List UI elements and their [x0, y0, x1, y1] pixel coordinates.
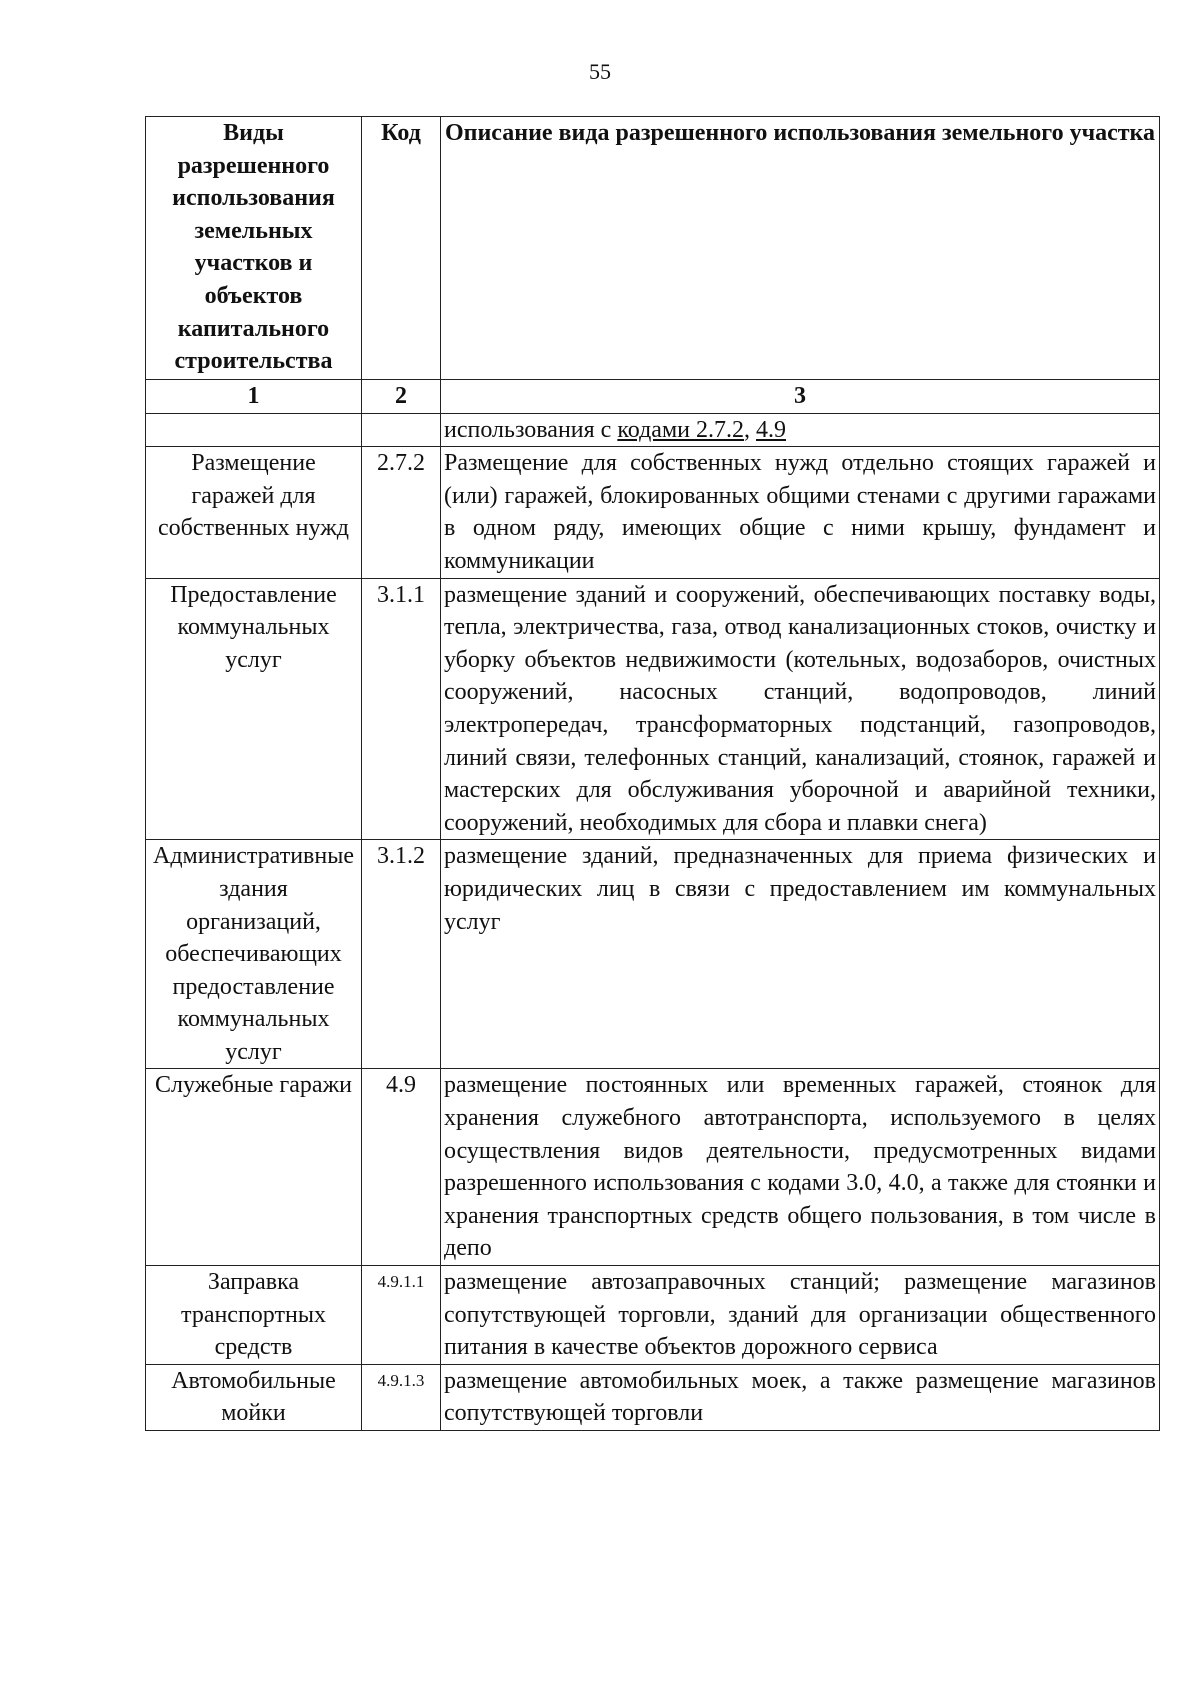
column-number-row [146, 380, 1160, 414]
use-name: Размещение гаражей для собственных нужд [146, 447, 362, 578]
use-name: Заправка транспортных средств [146, 1266, 362, 1365]
use-code: 4.9 [362, 1069, 441, 1266]
use-code: 2.7.2 [362, 447, 441, 578]
table-row [146, 1069, 1160, 1266]
use-description: размещение автозаправочных станций; размещение магазинов сопутствующей торговли, зданий для организации общественного питания в качестве объектов дорожного сервиса [441, 1266, 1160, 1365]
column-number: 1 [146, 380, 362, 414]
table-row [146, 447, 1160, 578]
header-name: Виды разрешенного использования земельных участков и объектов капитального строительства [146, 117, 362, 380]
column-number: 2 [362, 380, 441, 414]
use-code: 3.1.1 [362, 578, 441, 840]
use-name: Предоставление коммунальных услуг [146, 578, 362, 840]
header-code: Код [362, 117, 441, 380]
use-description: размещение постоянных или временных гаражей, стоянок для хранения служебного автотранспорта, используемого в целях осуществления видов деятельности, предусмотренных видами разрешенного использования с кодами 3.0, 4.0, а также для стоянки и хранения транспортных средств общего пользования, в том числе в депо [441, 1069, 1160, 1266]
continuation-row [146, 413, 1160, 447]
use-code: 4.9.1.1 [362, 1266, 441, 1365]
table-row [146, 1266, 1160, 1365]
use-description: размещение автомобильных моек, а также размещение магазинов сопутствующей торговли [441, 1364, 1160, 1430]
table-row [146, 840, 1160, 1069]
header-description: Описание вида разрешенного использования земельного участка [441, 117, 1160, 380]
continuation-separator: , [744, 416, 756, 443]
continuation-description [441, 413, 1160, 447]
table-row [146, 1364, 1160, 1430]
page-number: 55 [589, 59, 611, 84]
code-link-2-7-2[interactable]: кодами 2.7.2 [617, 416, 744, 443]
use-name: Автомобильные мойки [146, 1364, 362, 1430]
land-use-table [145, 116, 1160, 1431]
continuation-name-cell [146, 413, 362, 447]
table-header-row [146, 117, 1160, 380]
continuation-text: использования с [444, 416, 618, 443]
code-link-4-9[interactable]: 4.9 [756, 416, 786, 443]
continuation-code-cell [362, 413, 441, 447]
use-name: Служебные гаражи [146, 1069, 362, 1266]
use-code: 4.9.1.3 [362, 1364, 441, 1430]
column-number: 3 [441, 380, 1160, 414]
use-description: размещение зданий и сооружений, обеспечивающих поставку воды, тепла, электричества, газа, отвод канализационных стоков, очистку и уборку объектов недвижимости (котельных, водозаборов, очистных сооружений, насосных станций, водопроводов, линий электропередач, трансформаторных подстанций, газопроводов, линий связи, телефонных станций, канализаций, стоянок, гаражей и мастерских для обслуживания уборочной и аварийной техники, сооружений, необходимых для сбора и плавки снега) [441, 578, 1160, 840]
use-name: Административные здания организаций, обеспечивающих предоставление коммунальных услуг [146, 840, 362, 1069]
use-description: Размещение для собственных нужд отдельно стоящих гаражей и (или) гаражей, блокированных общими стенами с другими гаражами в одном ряду, имеющих общие с ними крышу, фундамент и коммуникации [441, 447, 1160, 578]
use-description: размещение зданий, предназначенных для приема физических и юридических лиц в связи с предоставлением им коммунальных услуг [441, 840, 1160, 1069]
table-row [146, 578, 1160, 840]
use-code: 3.1.2 [362, 840, 441, 1069]
